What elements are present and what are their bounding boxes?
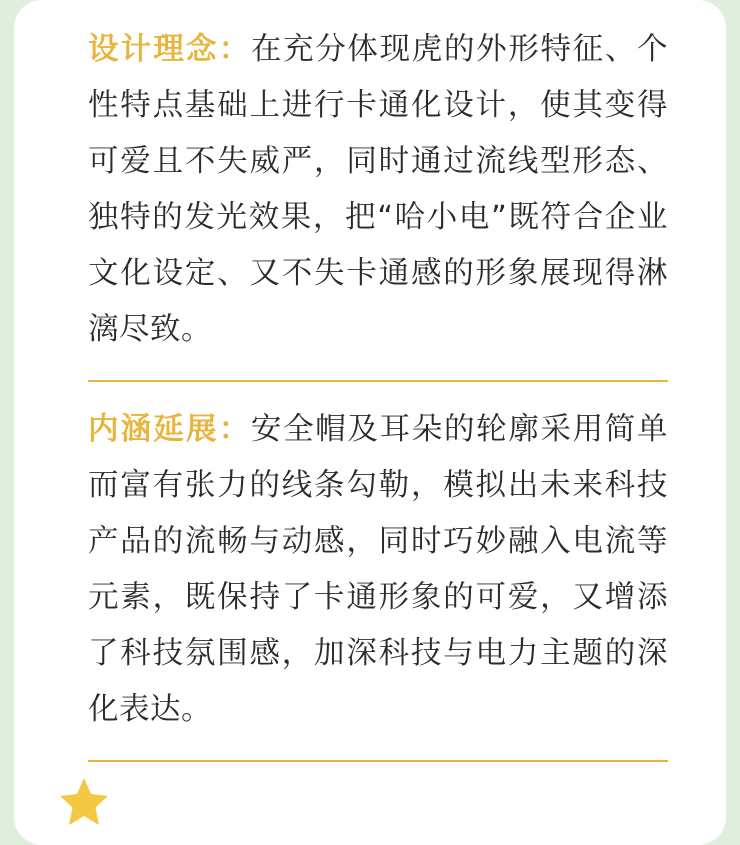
section-lead-label: 内涵延展 <box>88 412 219 447</box>
star-decoration <box>58 775 110 827</box>
bottom-spacer <box>88 780 668 840</box>
section-lead-colon: ： <box>218 32 251 67</box>
star-icon <box>58 775 110 827</box>
section-lead-colon: ： <box>218 412 251 447</box>
section-divider-1 <box>88 380 668 382</box>
section-divider-2 <box>88 760 668 762</box>
section-body-text: 安全帽及耳朵的轮廓采用简单而富有张力的线条勾勒，模拟出未来科技产品的流畅与动感，同时巧妙融入电流等元素，既保持了卡通形象的可爱，又增添了科技氛围感，加深科技与电力主题的深化表达。 <box>88 412 669 727</box>
section-body-text: 在充分体现虎的外形特征、个性特点基础上进行卡通化设计，使其变得可爱且不失威严，同时通过流线型形态、独特的发光效果，把“哈小电”既符合企业文化设定、又不失卡通感的形象展现得淋漓尽致。 <box>88 32 669 347</box>
content-card <box>14 0 726 845</box>
paragraph-design-concept <box>88 22 668 358</box>
section-lead-label: 设计理念 <box>88 32 219 67</box>
paragraph-meaning-extension <box>88 402 668 738</box>
section-meaning-extension <box>88 400 668 738</box>
section-design-concept <box>88 0 668 358</box>
article-body <box>88 0 668 845</box>
